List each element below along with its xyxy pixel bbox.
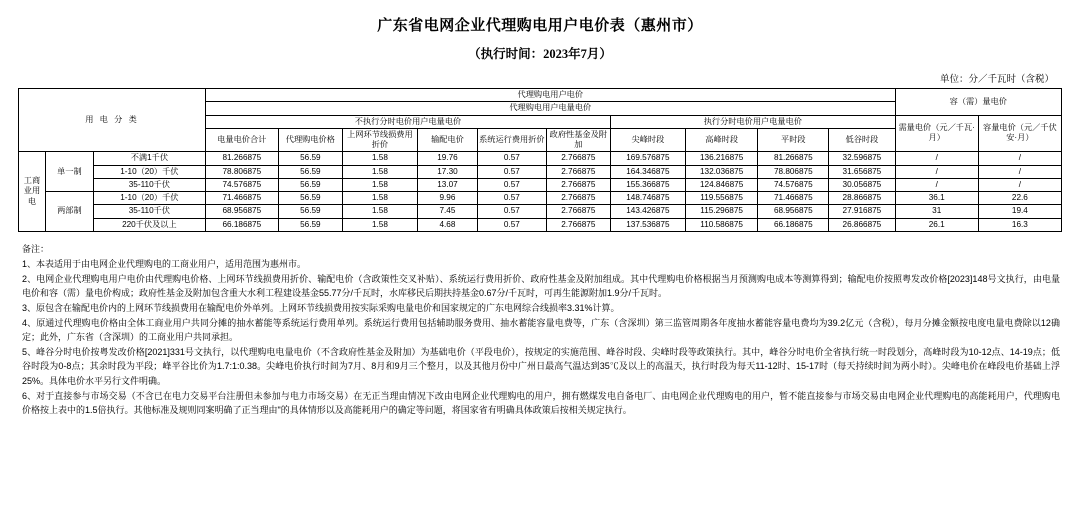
cell-value: 66.186875 <box>205 218 278 231</box>
cell-value: / <box>895 165 978 178</box>
cell-value: 2.766875 <box>546 205 610 218</box>
header-non-tou-group: 不执行分时电价用户电量电价 <box>205 115 610 128</box>
cell-value: 1.58 <box>343 165 418 178</box>
header-capacity-group: 容（需）量电价 <box>895 89 1061 116</box>
note-item: 5、峰谷分时电价按粤发改价格[2021]331号文执行，以代理购电电量电价（不含政府性基金及附加）为基础电价（平段电价），按规定的实施范围、峰谷时段、尖峰时段等政策执行。其中，峰谷分时电价全省执行统一时段划分，高峰时段为10-12点、14-19点；低谷时段为0-8点；其余时段为平段；峰平谷比价为1.7:1:0.38。尖峰电价执行时间为7月、8月和9月三个整月，以及其他月份中广州日最高气温达到35℃及以上的高温天，执行时段为每天11-12时、15-17时（每天持续时间为两小时）。尖峰电价在峰段电价基础上浮25%。具体电价水平另行文件明确。 <box>22 346 1060 386</box>
table-row <box>19 205 1062 218</box>
cell-value: 2.766875 <box>546 178 610 191</box>
row-group-label: 工商业用电 <box>19 152 46 232</box>
header-col-3: 输配电价 <box>417 128 477 152</box>
cell-value: 7.45 <box>417 205 477 218</box>
cell-value: 17.30 <box>417 165 477 178</box>
table-row <box>19 192 1062 205</box>
header-col-7: 高峰时段 <box>685 128 758 152</box>
header-col-9: 低谷时段 <box>829 128 896 152</box>
cell-value: 13.07 <box>417 178 477 191</box>
cell-value: 136.216875 <box>685 152 758 165</box>
table-body <box>19 152 1062 232</box>
cell-value: 1.58 <box>343 192 418 205</box>
notes-heading: 备注： <box>22 243 50 254</box>
note-item: 2、电网企业代理购电用户电价由代理购电价格、上网环节线损费用折价、输配电价（含政策性交叉补贴）、系统运行费用折价、政府性基金及附加组成。其中代理购电价格根据当月预测购电成本等测算得到；输配电价按照粤发改价格[2023]148号文执行，由电量电价和容（需）量电价构成；政府性基金及附加包含重大水利工程建设基金55.77分/千瓦时，水库移民后期扶持基金0.67分/千瓦时，可再生能源附加1.9分/千瓦时。 <box>22 273 1060 299</box>
cell-value: 74.576875 <box>205 178 278 191</box>
header-col-0: 电量电价合计 <box>205 128 278 152</box>
row-label: 不满1千伏 <box>93 152 205 165</box>
cell-value: 74.576875 <box>758 178 829 191</box>
row-label: 35-110千伏 <box>93 178 205 191</box>
cell-value: 0.57 <box>478 165 547 178</box>
cell-value: / <box>978 152 1061 165</box>
note-item: 1、本表适用于由电网企业代理购电的工商业用户，适用范围为惠州市。 <box>22 259 307 270</box>
header-demand-price: 需量电价（元／千瓦·月） <box>895 115 978 152</box>
cell-value: 137.536875 <box>611 218 686 231</box>
row-label: 35-110千伏 <box>93 205 205 218</box>
table-row <box>19 152 1062 165</box>
cell-value: 1.58 <box>343 205 418 218</box>
table-row <box>19 165 1062 178</box>
header-capacity-price: 容量电价（元／千伏安·月） <box>978 115 1061 152</box>
notes-section <box>22 242 1060 418</box>
header-col-2: 上网环节线损费用折价 <box>343 128 418 152</box>
cell-value: 115.296875 <box>685 205 758 218</box>
header-col-6: 尖峰时段 <box>611 128 686 152</box>
row-label: 1-10（20）千伏 <box>93 192 205 205</box>
cell-value: 28.866875 <box>829 192 896 205</box>
cell-value: 132.036875 <box>685 165 758 178</box>
electricity-price-table <box>18 88 1062 232</box>
cell-value: 81.266875 <box>205 152 278 165</box>
cell-value: 0.57 <box>478 218 547 231</box>
cell-value: 68.956875 <box>205 205 278 218</box>
header-tou-group: 执行分时电价用户电量电价 <box>611 115 896 128</box>
cell-value: 2.766875 <box>546 218 610 231</box>
cell-value: 56.59 <box>278 192 342 205</box>
header-col-4: 系统运行费用折价 <box>478 128 547 152</box>
cell-value: 1.58 <box>343 218 418 231</box>
row-label: 220千伏及以上 <box>93 218 205 231</box>
cell-value: / <box>895 152 978 165</box>
note-item: 3、原包含在输配电价内的上网环节线损费用在输配电价外单列。上网环节线损费用按实际采购电量电价和国家规定的广东电网综合线损率3.31%计算。 <box>22 303 620 314</box>
cell-value: 56.59 <box>278 218 342 231</box>
page-subtitle: （执行时间：2023年7月） <box>468 47 612 61</box>
cell-value: 148.746875 <box>611 192 686 205</box>
cell-value: 68.956875 <box>758 205 829 218</box>
cell-value: 2.766875 <box>546 192 610 205</box>
cell-value: 31.656875 <box>829 165 896 178</box>
cell-value: 143.426875 <box>611 205 686 218</box>
cell-value: 16.3 <box>978 218 1061 231</box>
cell-value: 26.866875 <box>829 218 896 231</box>
header-col-8: 平时段 <box>758 128 829 152</box>
table-row <box>19 178 1062 191</box>
cell-value: 56.59 <box>278 178 342 191</box>
header-category: 用 电 分 类 <box>19 89 206 152</box>
cell-value: 169.576875 <box>611 152 686 165</box>
cell-value: / <box>895 178 978 191</box>
cell-value: 9.96 <box>417 192 477 205</box>
table-header-row-1 <box>19 89 1062 102</box>
page-title: 广东省电网企业代理购电用户电价表（惠州市） <box>377 18 703 34</box>
cell-value: 78.806875 <box>758 165 829 178</box>
cell-value: 4.68 <box>417 218 477 231</box>
cell-value: 71.466875 <box>205 192 278 205</box>
cell-value: 19.4 <box>978 205 1061 218</box>
row-label: 1-10（20）千伏 <box>93 165 205 178</box>
cell-value: 56.59 <box>278 205 342 218</box>
header-agent-price-group: 代理购电用户电价 <box>205 89 895 102</box>
note-item: 6、对于直接参与市场交易（不含已在电力交易平台注册但未参加与电力市场交易）在无正当理由情况下改由电网企业代理购电的用户，拥有燃煤发电自备电厂、由电网企业代理购电的用户，暂不能直接参与市场交易由电网企业代理购电的高能耗用户，代理购电价格按上表中的1.5倍执行。其他标准及规则同案明确了正当理由"的具体情形以及高能耗用户的确定等问题，将国家省有明确具体政策后按相关规定执行。 <box>22 390 1060 416</box>
header-col-5: 政府性基金及附加 <box>546 128 610 152</box>
cell-value: 2.766875 <box>546 152 610 165</box>
cell-value: 22.6 <box>978 192 1061 205</box>
cell-value: 81.266875 <box>758 152 829 165</box>
cell-value: 36.1 <box>895 192 978 205</box>
cell-value: 66.186875 <box>758 218 829 231</box>
cell-value: 124.846875 <box>685 178 758 191</box>
cell-value: / <box>978 165 1061 178</box>
cell-value: 2.766875 <box>546 165 610 178</box>
cell-value: 56.59 <box>278 165 342 178</box>
cell-value: 0.57 <box>478 205 547 218</box>
cell-value: 31 <box>895 205 978 218</box>
cell-value: 78.806875 <box>205 165 278 178</box>
cell-value: 56.59 <box>278 152 342 165</box>
header-col-1: 代理购电价格 <box>278 128 342 152</box>
cell-value: 110.586875 <box>685 218 758 231</box>
unit-note: 单位：分／千瓦时（含税） <box>939 74 1054 85</box>
cell-value: 71.466875 <box>758 192 829 205</box>
cell-value: 26.1 <box>895 218 978 231</box>
cell-value: 0.57 <box>478 178 547 191</box>
cell-value: 19.76 <box>417 152 477 165</box>
cell-value: 155.366875 <box>611 178 686 191</box>
cell-value: 0.57 <box>478 192 547 205</box>
table-row <box>19 218 1062 231</box>
subgroup-label-0: 单一制 <box>46 152 94 192</box>
cell-value: 0.57 <box>478 152 547 165</box>
header-energy-price-group: 代理购电用户电量电价 <box>205 102 895 115</box>
note-item: 4、原通过代理购电价格由全体工商业用户共同分摊的抽水蓄能等系统运行费用单列。系统运行费用包括辅助服务费用、抽水蓄能容量电费等，广东（含深圳）第三监管周期各年度抽水蓄能容量电费均为39.2亿元（含税），每月分摊金额按电度电量电费除以12确定；此外，广东省（含深圳）的工商业用户共同承担。 <box>22 317 1060 343</box>
cell-value: 1.58 <box>343 152 418 165</box>
cell-value: / <box>978 178 1061 191</box>
cell-value: 32.596875 <box>829 152 896 165</box>
cell-value: 119.556875 <box>685 192 758 205</box>
subgroup-label-1: 两部制 <box>46 192 94 232</box>
cell-value: 164.346875 <box>611 165 686 178</box>
cell-value: 27.916875 <box>829 205 896 218</box>
cell-value: 30.056875 <box>829 178 896 191</box>
cell-value: 1.58 <box>343 178 418 191</box>
